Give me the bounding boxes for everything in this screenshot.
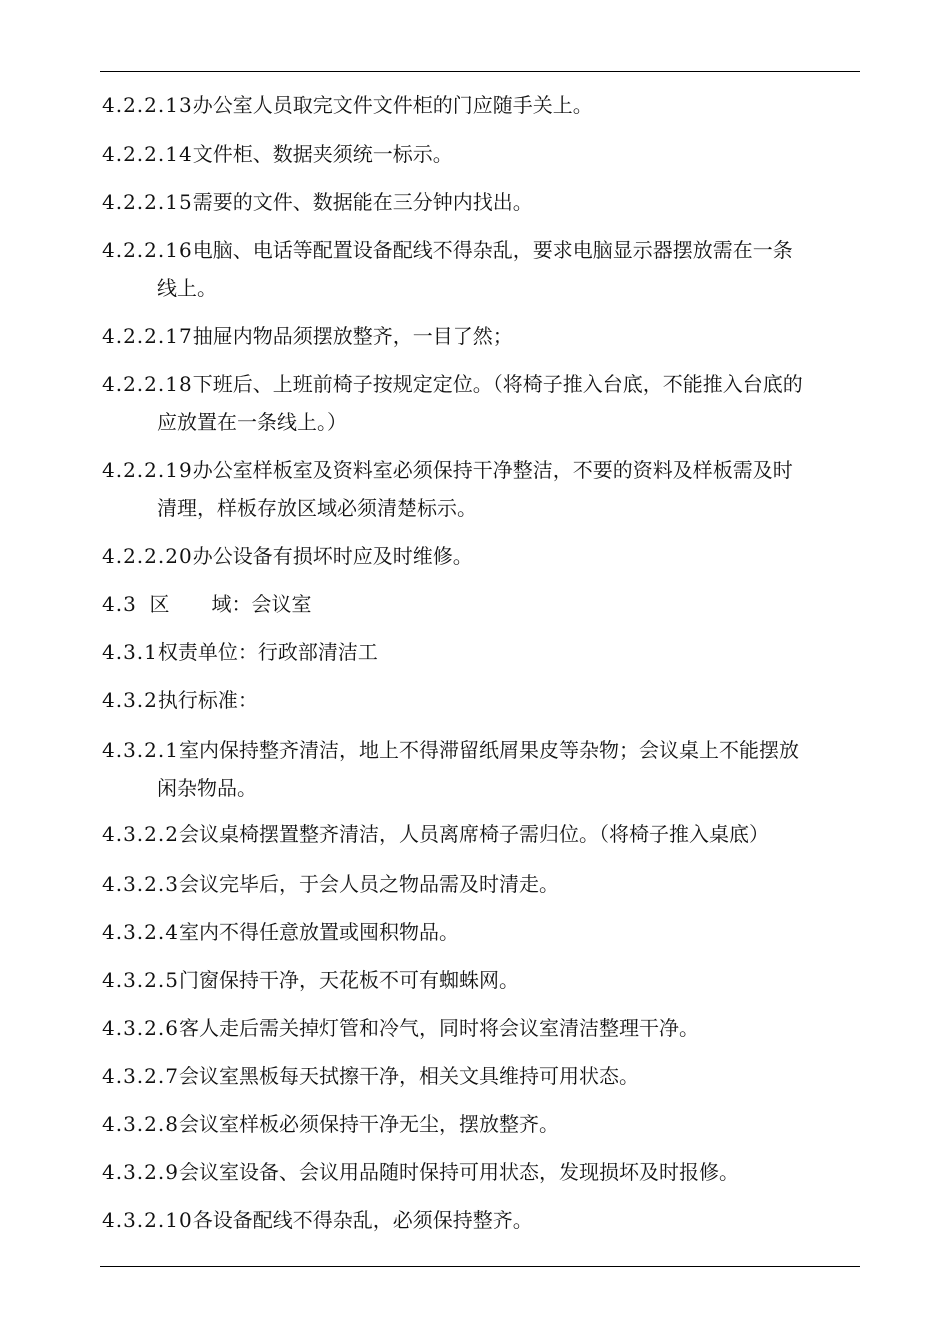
clause-text: 抽屉内物品须摆放整齐，一目了然；: [192, 324, 513, 348]
clause-4-2-2-17: [102, 317, 862, 355]
clause-4-2-2-19: [102, 451, 862, 527]
clause-text: 办公设备有损坏时应及时维修。: [192, 544, 473, 568]
clause-4-3-2-9: [102, 1153, 862, 1191]
clause-number: 4.3.2: [102, 688, 158, 712]
clause-number: 4.3.2.10: [102, 1208, 193, 1232]
clause-4-2-2-14: [102, 135, 862, 173]
clause-4-3-2-4: [102, 913, 862, 951]
clause-4-3-2-3: [102, 865, 862, 903]
clause-text: 门窗保持干净，天花板不可有蜘蛛网。: [178, 968, 519, 992]
clause-continuation: 应放置在一条线上。）: [157, 410, 347, 434]
clause-4-3-1: [102, 633, 862, 671]
clause-4-3-2-5: [102, 961, 862, 999]
clause-number: 4.2.2.14: [102, 142, 193, 166]
section-4-3: [102, 585, 862, 623]
clause-number: 4.3.1: [102, 640, 158, 664]
clause-text: 室内不得任意放置或囤积物品。: [178, 920, 459, 944]
clause-4-3-2-10: [102, 1201, 862, 1239]
clause-number: 4.3.2.3: [102, 872, 179, 896]
clause-continuation: 闲杂物品。: [157, 776, 257, 800]
clause-4-2-2-20: [102, 537, 862, 575]
clause-text: 会议完毕后，于会人员之物品需及时清走。: [178, 872, 559, 896]
clause-text: 客人走后需关掉灯管和冷气，同时将会议室清洁整理干净。: [178, 1016, 699, 1040]
clause-number: 4.2.2.16: [102, 238, 193, 262]
clause-number: 4.2.2.13: [102, 93, 193, 117]
clause-text: 执行标准：: [157, 688, 258, 712]
clause-text: 会议室黑板每天拭擦干净，相关文具维持可用状态。: [178, 1064, 639, 1088]
clause-number: 4.2.2.17: [102, 324, 193, 348]
clause-number: 4.3.2.6: [102, 1016, 179, 1040]
clause-number: 4.3.2.5: [102, 968, 179, 992]
clause-number: 4.3.2.1: [102, 738, 179, 762]
clause-text: 权责单位：行政部清洁工: [157, 640, 378, 664]
clause-text: 文件柜、数据夹须统一标示。: [192, 142, 453, 166]
section-number: 4.3: [102, 592, 137, 616]
clause-number: 4.3.2.9: [102, 1160, 179, 1184]
clause-number: 4.2.2.20: [102, 544, 193, 568]
clause-continuation: 清理，样板存放区域必须清楚标示。: [157, 496, 477, 520]
clause-text: 电脑、电话等配置设备配线不得杂乱，要求电脑显示器摆放需在一条: [192, 238, 793, 262]
section-text-a: 区: [149, 592, 170, 616]
clause-4-2-2-15: [102, 183, 862, 221]
clause-number: 4.3.2.4: [102, 920, 179, 944]
clause-4-3-2-1: [102, 731, 862, 807]
clause-text: 办公室样板室及资料室必须保持干净整洁，不要的资料及样板需及时: [192, 458, 793, 482]
clause-number: 4.2.2.15: [102, 190, 193, 214]
clause-4-3-2-8: [102, 1105, 862, 1143]
clause-4-3-2-7: [102, 1057, 862, 1095]
clause-text: 会议室样板必须保持干净无尘，摆放整齐。: [178, 1112, 559, 1136]
clause-text: 办公室人员取完文件文件柜的门应随手关上。: [192, 93, 593, 117]
section-text-b: 域：会议室: [211, 592, 312, 616]
clause-4-3-2-2: [102, 815, 862, 853]
clause-text: 会议桌椅摆置整齐清洁，人员离席椅子需归位。（将椅子推入桌底）: [178, 822, 769, 846]
footer-rule: [100, 1266, 860, 1267]
clause-number: 4.3.2.7: [102, 1064, 179, 1088]
clause-text: 会议室设备、会议用品随时保持可用状态，发现损坏及时报修。: [178, 1160, 739, 1184]
clause-text: 需要的文件、数据能在三分钟内找出。: [192, 190, 533, 214]
clause-4-2-2-13: [102, 86, 862, 124]
clause-number: 4.3.2.8: [102, 1112, 179, 1136]
clause-continuation: 线上。: [157, 276, 217, 300]
clause-4-3-2: [102, 681, 862, 719]
clause-4-3-2-6: [102, 1009, 862, 1047]
clause-number: 4.2.2.19: [102, 458, 193, 482]
clause-number: 4.2.2.18: [102, 372, 193, 396]
clause-text: 各设备配线不得杂乱，必须保持整齐。: [192, 1208, 533, 1232]
clause-number: 4.3.2.2: [102, 822, 179, 846]
clause-text: 下班后、上班前椅子按规定定位。（将椅子推入台底，不能推入台底的: [192, 372, 803, 396]
clause-text: 室内保持整齐清洁，地上不得滞留纸屑果皮等杂物；会议桌上不能摆放: [178, 738, 799, 762]
clause-4-2-2-16: [102, 231, 862, 307]
clause-4-2-2-18: [102, 365, 862, 441]
